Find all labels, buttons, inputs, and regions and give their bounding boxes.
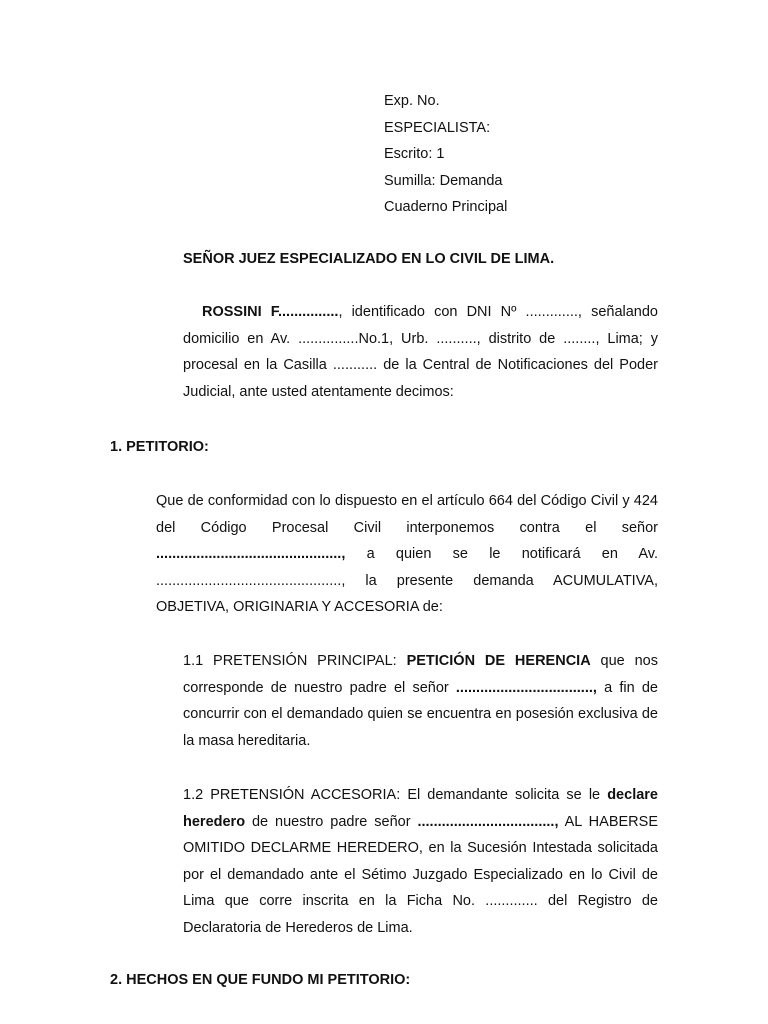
- accesoria-dots: ..................................,: [417, 813, 559, 830]
- accesoria-text-1: de nuestro padre señor: [245, 813, 418, 830]
- accesoria-bold: declare heredero: [183, 787, 658, 830]
- intro-text: , identificado con DNI Nº ............., señalando domicilio en Av. ...............No.1, Urb. .........., distrito de ........, Lima; y procesal en la Casilla ........... de la Central de Notificaciones del Poder Judicial, ante usted atentamente decimos:: [183, 304, 658, 400]
- principal-label: 1.1 PRETENSIÓN PRINCIPAL:: [183, 653, 407, 669]
- especialista: ESPECIALISTA:: [384, 119, 491, 136]
- cuaderno: Cuaderno Principal: [384, 199, 508, 215]
- pretension-principal: [183, 648, 658, 754]
- sumilla: Sumilla: Demanda: [384, 172, 503, 189]
- principal-dots: ..................................,: [455, 679, 597, 696]
- petitorio-text-b: a quien se le notificará en Av. .............................................., la presente demanda ACUMULATIVA, OBJETIVA, ORIGINARIA Y ACCESORIA de:: [156, 546, 658, 615]
- pretension-accesoria: [183, 782, 658, 941]
- principal-text-2: a fin de concurrir con el demandado quien se encuentra en posesión exclusiva de la masa hereditaria.: [183, 679, 658, 749]
- petitorio-text-a: Que de conformidad con lo dispuesto en el artículo 664 del Código Civil y 424 del Código Procesal Civil interponemos contra el señor: [156, 493, 658, 536]
- case-header: [384, 91, 684, 224]
- plaintiff-name: ROSSINI F...............: [202, 304, 339, 320]
- principal-bold: PETICIÓN DE HERENCIA: [406, 653, 591, 669]
- petitorio-paragraph: [156, 488, 658, 621]
- escrito: Escrito: 1: [384, 146, 445, 162]
- intro-paragraph: [183, 299, 658, 405]
- exp-number: Exp. No.: [384, 93, 440, 109]
- accesoria-label: 1.2 PRETENSIÓN ACCESORIA: El demandante solicita se le: [183, 787, 608, 803]
- section-heading-petitorio: 1. PETITORIO:: [110, 439, 209, 455]
- section-heading-hechos: 2. HECHOS EN QUE FUNDO MI PETITORIO:: [110, 972, 411, 988]
- defendant-dots: ..............................................,: [156, 546, 346, 562]
- addressee: SEÑOR JUEZ ESPECIALIZADO EN LO CIVIL DE LIMA.: [183, 251, 555, 267]
- accesoria-text-2: AL HABERSE OMITIDO DECLARME HEREDERO, en la Sucesión Intestada solicitada por el demandado ante el Sétimo Juzgado Especializado en lo Civil de Lima que corre inscrita en la Ficha No. ............. del Registro de Declaratoria de Herederos de Lima.: [183, 813, 658, 936]
- principal-text-1: que nos corresponde de nuestro padre el señor: [183, 653, 658, 696]
